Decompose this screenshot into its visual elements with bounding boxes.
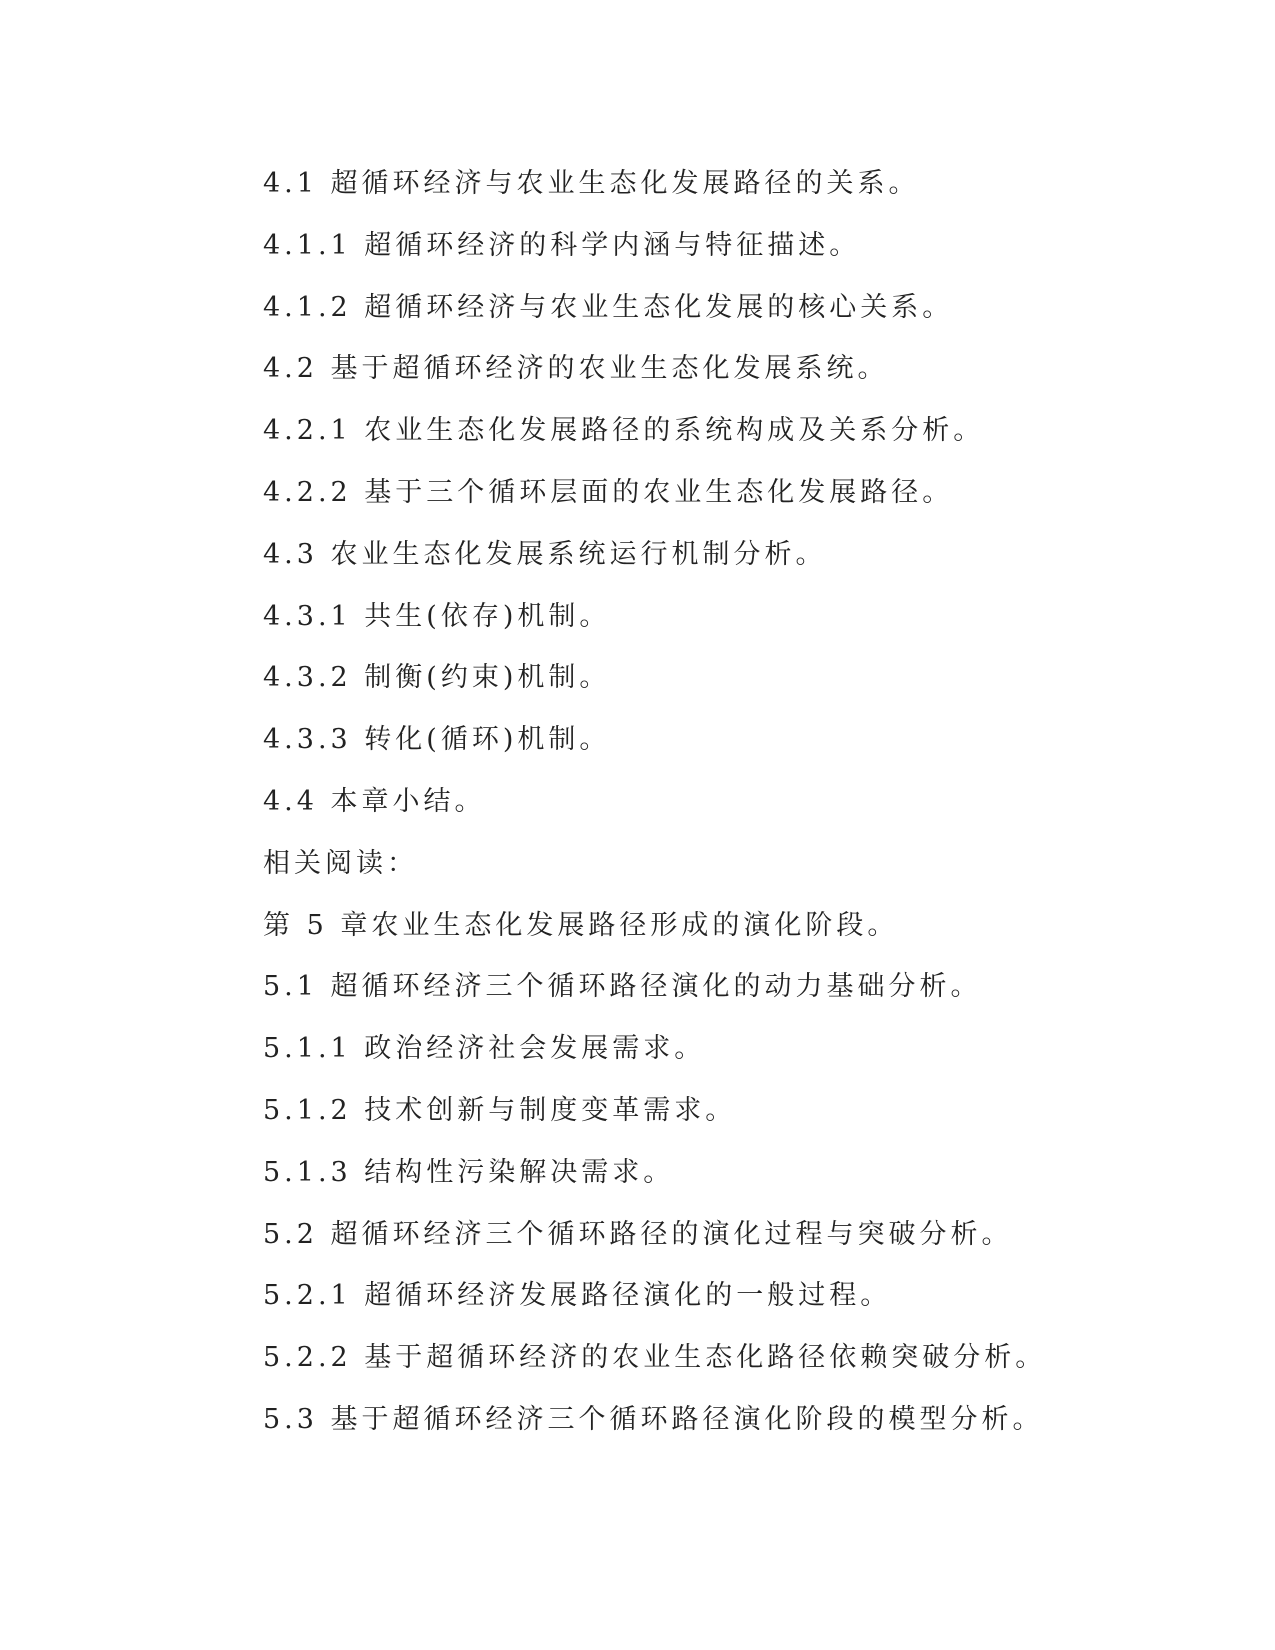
toc-line-4-3-1: 4.3.1 共生(依存)机制。	[263, 600, 611, 632]
related-reading-label: 相关阅读：	[263, 847, 418, 879]
toc-line-4-4: 4.4 本章小结。	[263, 785, 486, 817]
toc-line-5-1-2: 5.1.2 技术创新与制度变革需求。	[263, 1094, 737, 1126]
toc-line-5-2-2: 5.2.2 基于超循环经济的农业生态化路径依赖突破分析。	[263, 1342, 1047, 1374]
toc-line-4-1-1: 4.1.1 超循环经济的科学内涵与特征描述。	[263, 229, 861, 261]
toc-line-chapter-5: 第 5 章农业生态化发展路径形成的演化阶段。	[263, 909, 899, 941]
toc-line-5-2: 5.2 超循环经济三个循环路径的演化过程与突破分析。	[263, 1218, 1013, 1250]
toc-line-4-1-2: 4.1.2 超循环经济与农业生态化发展的核心关系。	[263, 291, 954, 323]
toc-line-5-1-1: 5.1.1 政治经济社会发展需求。	[263, 1033, 706, 1065]
toc-line-4-1: 4.1 超循环经济与农业生态化发展路径的关系。	[263, 168, 920, 199]
toc-line-4-3-2: 4.3.2 制衡(约束)机制。	[263, 662, 611, 694]
toc-line-5-1-3: 5.1.3 结构性污染解决需求。	[263, 1156, 675, 1188]
toc-line-5-2-1: 5.2.1 超循环经济发展路径演化的一般过程。	[263, 1280, 892, 1312]
toc-line-4-3: 4.3 农业生态化发展系统运行机制分析。	[263, 538, 827, 570]
toc-line-5-1: 5.1 超循环经济三个循环路径演化的动力基础分析。	[263, 971, 982, 1003]
table-of-contents	[263, 166, 1163, 1464]
toc-line-4-2: 4.2 基于超循环经济的农业生态化发展系统。	[263, 353, 889, 385]
toc-line-5-3: 5.3 基于超循环经济三个循环路径演化阶段的模型分析。	[263, 1403, 1044, 1435]
toc-line-4-3-3: 4.3.3 转化(循环)机制。	[263, 724, 611, 756]
toc-line-4-2-1: 4.2.1 农业生态化发展路径的系统构成及关系分析。	[263, 415, 985, 447]
toc-line-4-2-2: 4.2.2 基于三个循环层面的农业生态化发展路径。	[263, 476, 954, 508]
